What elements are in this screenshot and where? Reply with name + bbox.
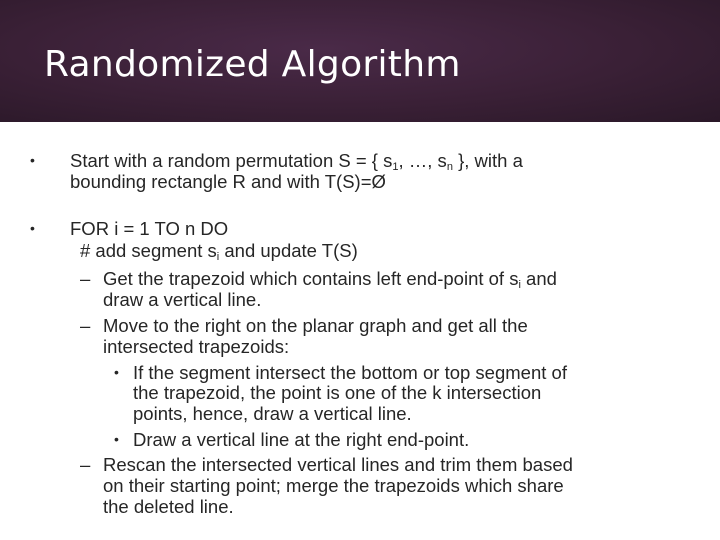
- sub-bullet-1-line-2: the trapezoid, the point is one of the k intersection: [133, 382, 542, 403]
- sub-bullet-1-line-1: If the segment intersect the bottom or top segment of: [133, 362, 567, 383]
- sub-bullet-2-line-1: Draw a vertical line at the right end-point.: [133, 429, 470, 450]
- bullet-1-line-2: bounding rectangle R and with T(S)=Ø: [70, 171, 386, 192]
- step-3-line-1: Rescan the intersected vertical lines and trim them based: [103, 454, 573, 475]
- bullet-marker: •: [30, 220, 35, 236]
- dash-marker: –: [80, 454, 91, 475]
- step-1-line-1: Get the trapezoid which contains left end-point of $s_i$ and: [103, 268, 557, 291]
- bullet-1-line-1: Start with a random permutation S = { $s_1$, …, $s_n$ }, with a: [70, 150, 523, 173]
- bullet-2-line-1: FOR i = 1 TO n DO: [70, 218, 229, 239]
- sub-bullet-marker: •: [114, 431, 119, 447]
- sub-bullet-1-line-3: points, hence, draw a vertical line.: [133, 403, 412, 424]
- step-2-line-1: Move to the right on the planar graph and get all the: [103, 315, 528, 336]
- dash-marker: –: [80, 315, 91, 336]
- dash-marker: –: [80, 268, 91, 289]
- comment-line: # add segment $s_i$ and update T(S): [80, 240, 358, 263]
- bullet-marker: •: [30, 152, 35, 168]
- step-2-line-2: intersected trapezoids:: [103, 336, 290, 357]
- step-3-line-2: on their starting point; merge the trapezoids which share: [103, 475, 564, 496]
- step-1-line-2: draw a vertical line.: [103, 289, 262, 310]
- sub-bullet-marker: •: [114, 364, 119, 380]
- step-3-line-3: the deleted line.: [103, 496, 234, 517]
- slide-title: Randomized Algorithm: [44, 44, 461, 85]
